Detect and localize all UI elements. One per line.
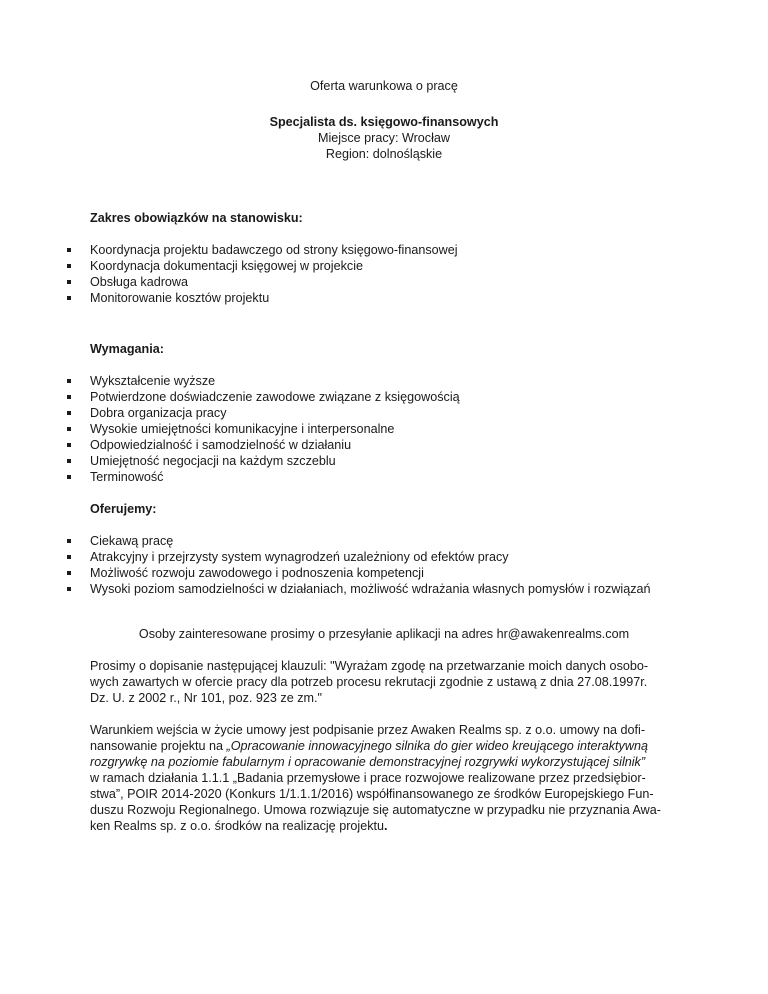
list-item: Atrakcyjny i przejrzysty system wynagrodzeń uzależniony od efektów pracy xyxy=(0,549,720,565)
condition-line: Warunkiem wejścia w życie umowy jest podpisanie przez Awaken Realms sp. z o.o. umowy na dofi- xyxy=(90,723,646,737)
list-item: Wykształcenie wyższe xyxy=(0,373,720,389)
list-item: Umiejętność negocjacji na każdym szczeblu xyxy=(0,453,720,469)
list-item: Obsługa kadrowa xyxy=(0,274,720,290)
list-item: Ciekawą pracę xyxy=(0,533,720,549)
consent-clause xyxy=(90,658,690,706)
position-title: Specjalista ds. księgowo-finansowych xyxy=(269,115,499,129)
requirements-list xyxy=(0,373,720,485)
condition-line: w ramach działania 1.1.1 „Badania przemysłowe i prace rozwojowe realizowane przez przedsiębior- xyxy=(90,771,646,785)
list-item: Terminowość xyxy=(0,469,720,485)
list-item: Koordynacja projektu badawczego od strony księgowo-finansowej xyxy=(0,242,720,258)
list-item: Odpowiedzialność i samodzielność w działaniu xyxy=(0,437,720,453)
contact-line: Osoby zainteresowane prosimy o przesyłanie aplikacji na adres hr@awakenrealms.com xyxy=(138,627,630,641)
offer-heading: Oferujemy: xyxy=(90,502,157,516)
clause-line: Dz. U. z 2002 r., Nr 101, poz. 923 ze zm." xyxy=(90,691,322,705)
requirements-heading: Wymagania: xyxy=(90,342,164,356)
project-title-italic: rozgrywkę na poziomie fabularnym i opracowanie demonstracyjnej rozgrywki wykorzystującej silnik” xyxy=(90,755,646,769)
duties-list xyxy=(0,242,720,306)
clause-line: Prosimy o dopisanie następującej klauzuli: "Wyrażam zgodę na przetwarzanie moich danych osobo- xyxy=(90,659,649,673)
closing-period: . xyxy=(384,819,388,833)
condition-text: nansowanie projektu na xyxy=(90,739,227,753)
work-location: Miejsce pracy: Wrocław xyxy=(317,131,451,145)
list-item: Wysokie umiejętności komunikacyjne i interpersonalne xyxy=(0,421,720,437)
clause-line: wych zawartych w ofercie pracy dla potrzeb procesu rekrutacji zgodnie z ustawą z dnia 27.08.1997r. xyxy=(90,675,648,689)
condition-line: stwa”, POIR 2014-2020 (Konkurs 1/1.1.1/2016) współfinansowanego ze środków Europejskiego Fun- xyxy=(90,787,654,801)
condition-paragraph xyxy=(90,722,690,834)
work-region: Region: dolnośląskie xyxy=(325,147,443,161)
list-item: Wysoki poziom samodzielności w działaniach, możliwość wdrażania własnych pomysłów i rozwiązań xyxy=(0,581,720,597)
list-item: Potwierdzone doświadczenie zawodowe związane z księgowością xyxy=(0,389,720,405)
condition-line xyxy=(90,738,690,754)
document-title: Oferta warunkowa o pracę xyxy=(310,79,458,93)
list-item: Możliwość rozwoju zawodowego i podnoszenia kompetencji xyxy=(0,565,720,581)
condition-line: duszu Rozwoju Regionalnego. Umowa rozwiązuje się automatyczne w przypadku nie przyznania Awa- xyxy=(90,803,661,817)
project-title-italic: „Opracowanie innowacyjnego silnika do gier wideo kreującego interaktywną xyxy=(226,739,648,753)
condition-text: ken Realms sp. z o.o. środków na realizację projektu xyxy=(90,819,384,833)
offer-list xyxy=(0,533,720,597)
list-item: Dobra organizacja pracy xyxy=(0,405,720,421)
duties-heading: Zakres obowiązków na stanowisku: xyxy=(90,211,303,225)
condition-line xyxy=(90,818,690,834)
list-item: Koordynacja dokumentacji księgowej w projekcie xyxy=(0,258,720,274)
list-item: Monitorowanie kosztów projektu xyxy=(0,290,720,306)
